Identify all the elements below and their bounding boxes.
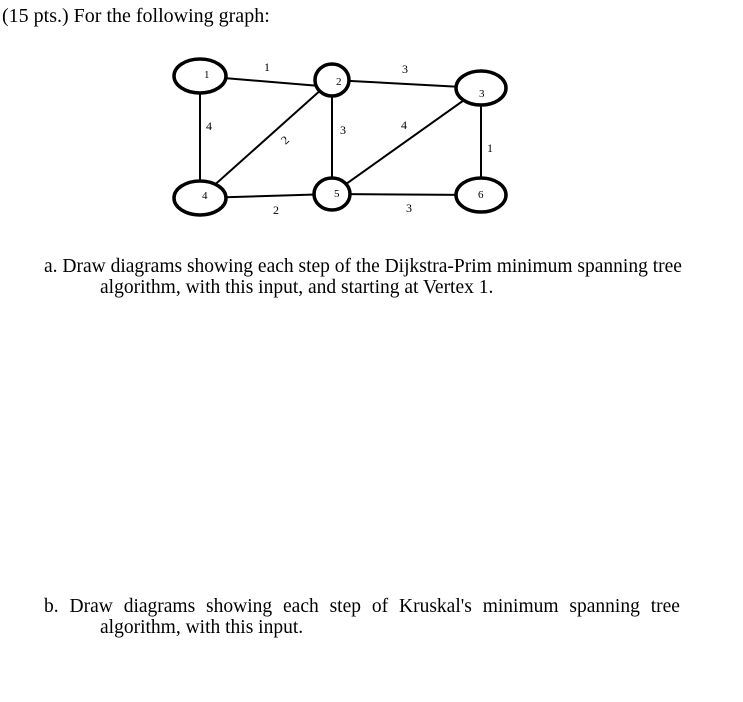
question-b [44, 596, 704, 638]
node-2 [315, 64, 349, 96]
problem-header: (15 pts.) For the following graph: [2, 5, 270, 27]
edge-weight-1-4: 4 [206, 119, 212, 133]
node-1 [174, 59, 226, 93]
question-b-line1: b. Draw diagrams showing each step of Kruskal's minimum spanning tree [44, 596, 680, 617]
node-label-1: 1 [204, 69, 210, 81]
edge-weight-2-3: 3 [402, 62, 408, 76]
edge-3-5 [332, 88, 481, 194]
edge-weight-5-6: 3 [406, 201, 412, 215]
edge-weight-4-5: 2 [273, 203, 279, 217]
node-label-2: 2 [336, 76, 342, 88]
node-label-4: 4 [202, 190, 208, 202]
edge-weight-2-4: 2 [278, 132, 292, 148]
question-a [44, 256, 704, 298]
node-label-3: 3 [479, 88, 485, 100]
node-label-6: 6 [478, 189, 484, 201]
edge-weight-2-5: 3 [340, 123, 346, 137]
edge-weight-3-5: 4 [401, 118, 407, 132]
node-5 [314, 178, 350, 210]
node-6 [456, 178, 506, 212]
node-label-5: 5 [334, 188, 340, 200]
question-a-line1: a. Draw diagrams showing each step of the Dijkstra-Prim minimum spanning tree [44, 256, 682, 277]
node-4 [174, 181, 226, 215]
question-b-line2: algorithm, with this input. [100, 617, 304, 638]
edge-weight-3-6: 1 [487, 141, 493, 155]
node-3 [456, 71, 506, 105]
edge-2-4 [200, 80, 332, 198]
question-a-line2: algorithm, with this input, and starting at Vertex 1. [100, 277, 494, 298]
edge-weight-1-2: 1 [264, 60, 270, 74]
graph-diagram [0, 0, 743, 240]
